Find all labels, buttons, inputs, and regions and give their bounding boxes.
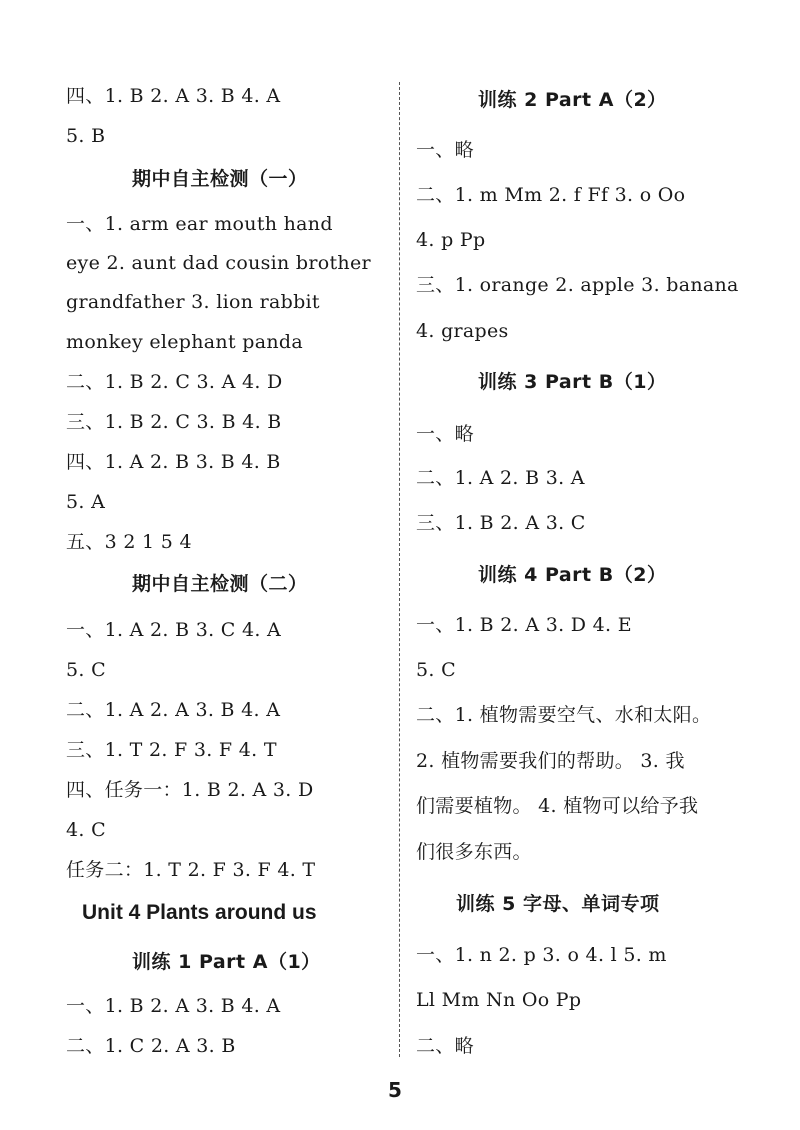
answer-line: monkey elephant panda (66, 331, 303, 353)
page-number: 5 (388, 1078, 402, 1102)
answer-line: 三、1. T 2. F 3. F 4. T (66, 739, 277, 761)
answer-line: 四、1. A 2. B 3. B 4. B (66, 451, 281, 473)
answer-line: 5. C (66, 659, 106, 681)
answer-line: 5. A (66, 491, 106, 513)
answer-line: 二、1. m Mm 2. f Ff 3. o Oo (416, 184, 686, 206)
section-heading: 期中自主检测（一） (132, 168, 308, 190)
answer-line: 4. p Pp (416, 229, 486, 251)
answer-line: 三、1. orange 2. apple 3. banana (416, 274, 739, 296)
answer-line: 们很多东西。 (416, 841, 532, 863)
answer-line: 一、1. A 2. B 3. C 4. A (66, 619, 282, 641)
answer-line: 一、1. B 2. A 3. B 4. A (66, 995, 281, 1017)
section-heading: 训练 5 字母、单词专项 (456, 893, 660, 915)
answer-line: 五、3 2 1 5 4 (66, 531, 192, 553)
answer-line: 2. 植物需要我们的帮助。 3. 我 (416, 750, 685, 772)
answer-line: 5. C (416, 659, 456, 681)
answer-line: 二、1. A 2. B 3. A (416, 467, 585, 489)
answer-line: 一、略 (416, 423, 474, 445)
answer-line: 二、1. 植物需要空气、水和太阳。 (416, 704, 712, 726)
section-heading: 训练 3 Part B（1） (478, 371, 667, 393)
answer-line: 四、任务一：1. B 2. A 3. D (66, 779, 314, 801)
answer-line: grandfather 3. lion rabbit (66, 291, 320, 313)
answer-line: eye 2. aunt dad cousin brother (66, 252, 371, 274)
answer-line: 二、1. A 2. A 3. B 4. A (66, 699, 281, 721)
answer-line: 三、1. B 2. A 3. C (416, 512, 586, 534)
answer-line: 4. grapes (416, 320, 509, 342)
section-heading: 训练 1 Part A（1） (132, 951, 321, 973)
answer-line: 4. C (66, 819, 106, 841)
section-heading: 训练 2 Part A（2） (478, 89, 667, 111)
answer-line: 三、1. B 2. C 3. B 4. B (66, 411, 282, 433)
answer-line: 一、略 (416, 139, 474, 161)
answer-line: 二、略 (416, 1035, 474, 1057)
answer-line: Ll Mm Nn Oo Pp (416, 989, 582, 1011)
column-divider (399, 82, 400, 1057)
section-heading: 训练 4 Part B（2） (478, 564, 667, 586)
unit-heading: Unit 4 Plants around us (82, 901, 317, 924)
answer-line: 5. B (66, 125, 106, 147)
answer-line: 一、1. n 2. p 3. o 4. l 5. m (416, 944, 667, 966)
answer-line: 四、1. B 2. A 3. B 4. A (66, 85, 281, 107)
answer-line: 们需要植物。 4. 植物可以给予我 (416, 795, 699, 817)
answer-line: 任务二：1. T 2. F 3. F 4. T (66, 859, 316, 881)
section-heading: 期中自主检测（二） (132, 573, 308, 595)
answer-line: 一、1. B 2. A 3. D 4. E (416, 614, 632, 636)
answer-line: 二、1. C 2. A 3. B (66, 1035, 236, 1057)
answer-line: 一、1. arm ear mouth hand (66, 213, 333, 235)
answer-line: 二、1. B 2. C 3. A 4. D (66, 371, 283, 393)
